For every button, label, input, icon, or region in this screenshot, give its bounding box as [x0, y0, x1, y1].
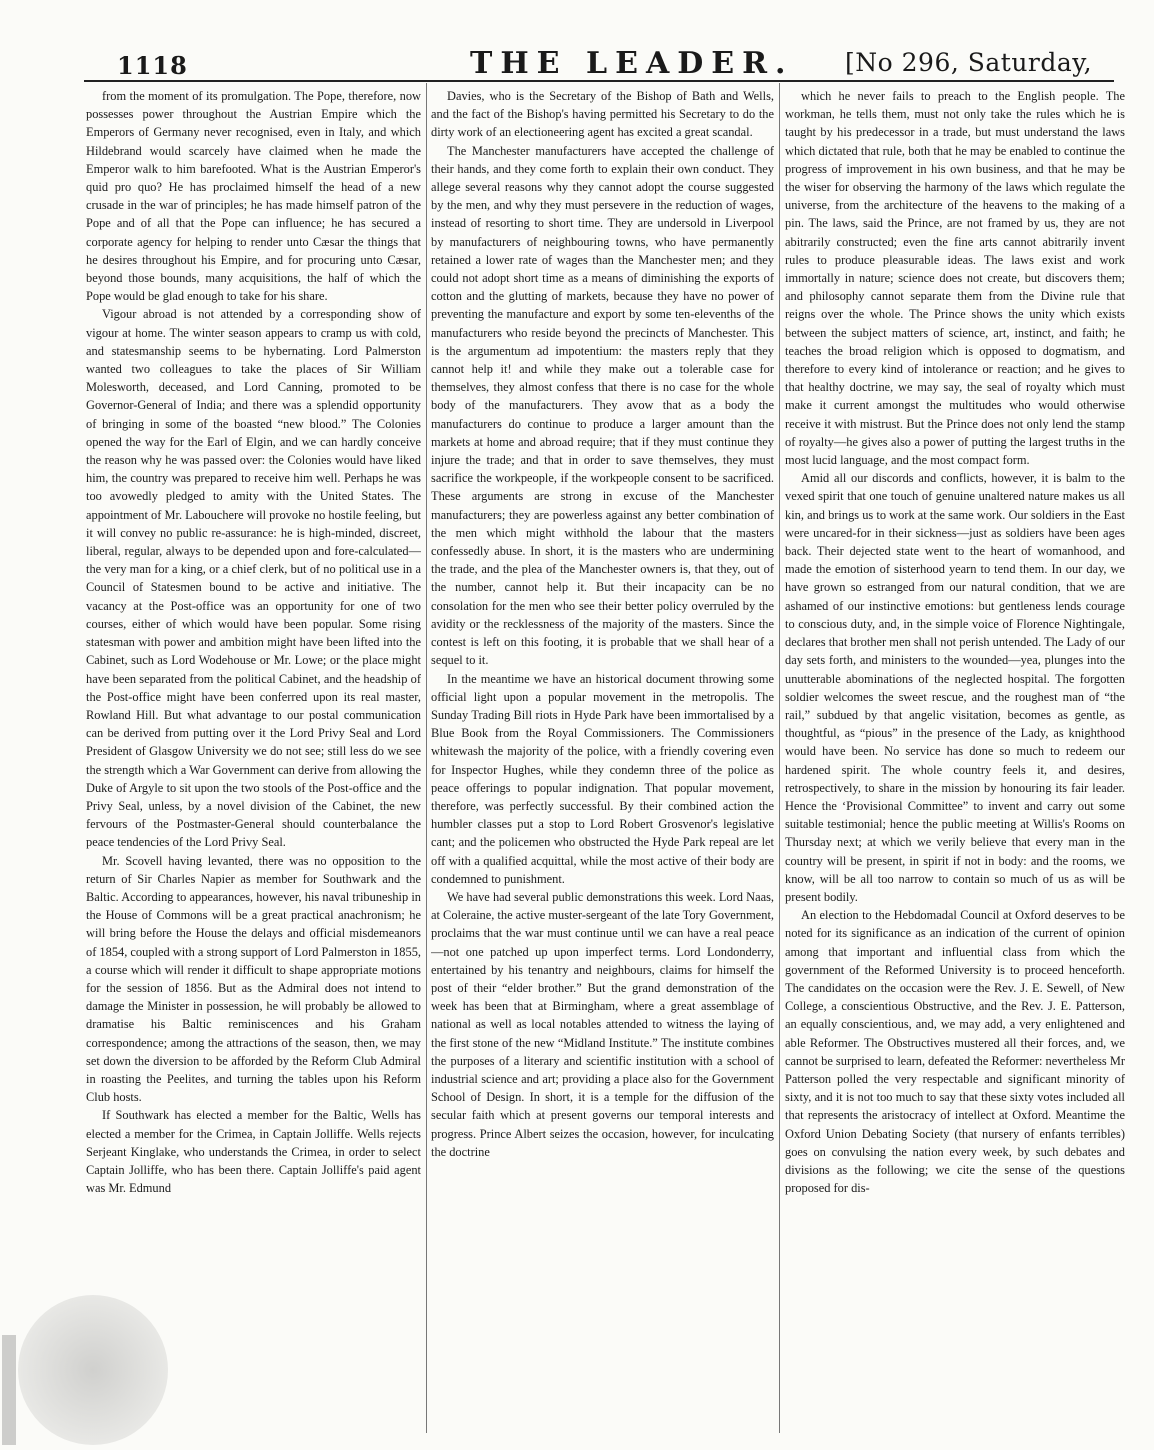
library-stamp — [18, 1295, 168, 1445]
header-rule — [84, 80, 1114, 82]
paragraph: Mr. Scovell having levanted, there was no opposition to the return of Sir Charles Napier as member for Southwark and the Baltic. According to appearances, however, his naval tribuneship in the House of Commons will be a great practical anachronism; he will bring before the House the delays and official misdemeanors of 1854, coupled with a strong support of Lord Palmerston in 1855, a course which will render it difficult to shape appropriate motions for the session of 1856. But as the Admiral does not intend to damage the Minister in possession, he will probably be allowed to dramatise his Baltic reminiscences and his Graham correspondence; among the attractions of the season, then, we may set down the diversion to be afforded by the Reform Club Admiral in roasting the Peelites, and turning the tables upon his Reform Club hosts. — [86, 853, 421, 1105]
edge-stamp-mark — [2, 1335, 16, 1445]
masthead-title: THE LEADER. — [470, 46, 794, 81]
page-header — [0, 0, 1154, 84]
paragraph: Vigour abroad is not attended by a corresponding show of vigour at home. The winter season appears to cramp us with cold, and statesmanship seems to be hybernating. Lord Palmerston wanted two colleagues to take the places of Sir William Molesworth, deceased, and Lord Canning, promoted to be Governor-General of India; and there was a splendid opportunity of bringing in some of the boasted “new blood.” The Colonies opened the way for the Earl of Elgin, and we can hardly conceive the reason why he was passed over: the Colonies would have liked him, the country was prepared to receive him well. Perhaps he was too avowedly pledged to amity with the United States. The appointment of Mr. Labouchere will provoke no hostile feeling, but it will convey no public re-assurance: he is high-minded, discreet, liberal, regular, always to be depended upon and fore-calculated—the very man for a king, or a chief clerk, but of no political use in a Council of Statesmen bound to be active and initiative. The vacancy at the Post-office was an opportunity for one of two courses, either of which would have been popular. Some rising statesman with power and ambition might have been lifted into the Cabinet, such as Lord Wodehouse or Mr. Lowe; or the place might have been separated from the political Cabinet, and the headship of the Post-office might have been conferred upon its real master, Rowland Hill. But what advantage to our postal communication can be derived from putting over it the Lord Privy Seal and Lord President of Glasgow University we do not see; still less do we see the strength which a War Government can derive from allowing the Duke of Argyle to sit upon the two stools of the Post-office and the Privy Seal, unless, by a novel division of the Cabinet, the new fervours of the Postmaster-General should counterbalance the peace tendencies of the Lord Privy Seal. — [86, 307, 421, 850]
column-divider — [426, 83, 427, 1433]
paragraph: We have had several public demonstrations this week. Lord Naas, at Coleraine, the active muster-sergeant of the late Tory Government, proclaims that the war must continue until we can have a real peace—not one patched up upon imperfect terms. Lord Londonderry, entertained by his tenantry and neighbours, claims for himself the post of their “elder brother.” But the grand demonstration of the week has been that at Birmingham, where a great assemblage of national as well as local notables attended to witness the laying of the first stone of the new “Midland Institute.” The institute combines the purposes of a literary and scientific institution with a school of industrial science and art; providing a place also for the Government School of Design. In short, it is a temple for the diffusion of the secular faith which at present governs our temporal interests and progress. Prince Albert seizes the occasion, however, for inculcating the doctrine — [431, 889, 774, 1159]
paragraph: which he never fails to preach to the English people. The workman, he tells them, must not only take the rules which he is taught by his predecessor in a trade, but must understand the laws which dictated that rule, both that he may be enabled to continue the progress of improvement in his own business, and that he may be the wiser for observing the harmony of the laws which regulate the universe, from the architecture of the heavens to the making of a pin. The laws, said the Prince, are not framed by us, they are not abitrarily constructed; even the fine arts cannot abitrarily invent rules to produce pleasurable ideas. The laws exist and work immortally in nature; science does not create, but discovers them; and philosophy cannot separate them from the Divine rule that reigns over the whole. The Prince shows the unity which exists between the subject matters of science, art, instinct, and faith; he teaches the broad religion which is opposed to dogmatism, and therefore to every kind of intolerance or reaction; and he gives to that healthy doctrine, we may say, the seal of royalty which must make it current amongst the multitudes who would otherwise receive it with mistrust. But the Prince does not only lend the stamp of royalty—he gives also a power of putting the largest truths in the most lucid language, and the most compact form. — [785, 89, 1125, 468]
article-column-1 — [86, 87, 421, 1432]
paragraph: In the meantime we have an historical document throwing some official light upon a popular movement in the metropolis. The Sunday Trading Bill riots in Hyde Park have been immortalised by a Blue Book from the Royal Commissioners. The Commissioners whitewash the majority of the police, with a friendly covering even for Inspector Hughes, while they condemn three of the police as peace offerings to popular indignation. That popular movement, therefore, was perfectly successful. By their combined action the humbler classes put a stop to Lord Robert Grosvenor's legislative cant; and the policemen who obstructed the Hyde Park repeal are let off with a qualified acquittal, while the most active of their body are condemned to punishment. — [431, 671, 774, 886]
page-number: 1118 — [117, 51, 188, 80]
paragraph: If Southwark has elected a member for the Baltic, Wells has elected a member for the Crimea, in Captain Jolliffe. Wells rejects Serjeant Kinglake, who understands the Crimea, in order to select Captain Jolliffe, who has been there. Captain Jolliffe's paid agent was Mr. Edmund — [86, 1108, 421, 1196]
paragraph: An election to the Hebdomadal Council at Oxford deserves to be noted for its significance as an indication of the current of opinion among that important and influential class from which the government of the Reformed University is to proceed henceforth. The candidates on the occasion were the Rev. J. E. Sewell, of New College, a conscientious Obstructive, and the Rev. J. E. Patterson, an equally conscientious, and, we may add, a very enlightened and able Reformer. The Obstructives mustered all their forces, and, we cannot be surprised to learn, defeated the Reformer: nevertheless Mr Patterson polled the very respectable and significant minority of sixty, and it is not too much to say that these sixty votes included all that represents the aristocracy of intellect at Oxford. Meantime the Oxford Union Debating Society (that nursery of enfants terribles) goes on convulsing the nation every week, by such debates and divisions as the following; we cite the sense of the questions proposed for dis- — [785, 908, 1125, 1196]
issue-label: [No 296, Saturday, — [845, 48, 1093, 77]
article-column-3 — [785, 87, 1125, 1432]
paragraph: Davies, who is the Secretary of the Bishop of Bath and Wells, and the fact of the Bishop's having permitted his Secretary to do the dirty work of an electioneering agent has excited a great scandal. — [431, 89, 774, 140]
article-column-2 — [431, 87, 774, 1432]
paragraph: from the moment of its promulgation. The Pope, therefore, now possesses power throughout the Austrian Empire which the Emperors of Germany never recognised, even in Italy, and which Hildebrand would scarcely have claimed when he made the Emperor walk to him barefooted. What is the Austrian Emperor's quid pro quo? He has proclaimed himself the head of a new crusade in the war of principles; he has made himself patron of the Pope and of all that the Pope can influence; he has secured a corporate agency for helping to render unto Cæsar the things that he desires throughout his Empire, and for procuring unto Cæsar, beyond those bounds, many acquisitions, the half of which the Pope would be glad enough to take for his share. — [86, 89, 421, 304]
column-divider — [779, 83, 780, 1433]
paragraph: The Manchester manufacturers have accepted the challenge of their hands, and they come forth to explain their own conduct. They allege several reasons why they cannot adopt the course suggested by the men, and why they must persevere in the reduction of wages, instead of resorting to short time. They are undersold in Liverpool by manufacturers of neighbouring towns, who have permanently retained a lower rate of wages than the Manchester men; and they could not adopt short time as a means of diminishing the exports of cotton and the glutting of markets, because they have no power of preventing the manufacture and export by some ten-elevenths of the manufacturers who reside beyond the precincts of Manchester. This is the argumentum ad impotentium: the masters reply that they cannot help it! and while they make out a tolerable case for themselves, they almost confess that there is no case for the whole body of the manufacturers. They avow that as a body the manufacturers do continue to produce a larger amount than the markets at home and abroad require; that if they must continue they injure the trade; and that in order to save themselves, they must sacrifice the workpeople, if the workpeople consent to be sacrificed. These arguments are strong in excuse of the Manchester manufacturers; they are powerless against any better combination of the men which might withhold the labour that the masters confessedly abuse. In short, it is the masters who are undermining the trade, and the plea of the Manchester owners is, that they, out of the number, cannot help it. But their incapacity can be no consolation for the men who see their better policy overruled by the avidity or the recklessness of the majority of the masters. Since the contest is left on this footing, it is probable that we shall hear of a sequel to it. — [431, 143, 774, 668]
paragraph: Amid all our discords and conflicts, however, it is balm to the vexed spirit that one touch of genuine unaltered nature makes us all kin, and brings us to work at the same work. Our soldiers in the East were uncared-for in their sickness—just as soldiers have been ages back. Their dejected state went to the heart of womanhood, and made the emotion of sisterhood yearn to tend them. In our day, we have grown so estranged from our natural condition, that we are ashamed of our instinctive emotions: but gentleness lends courage to conscious duty, and, in the simple voice of Florence Nightingale, declares that brother men shall not perish untended. The Lady of our day sets forth, and ministers to the wounded—yea, plunges into the unutterable abominations of the neglected hospital. The forgotten soldier welcomes the sweet rescue, and the roughest man of “the rail,” subdued by that angelic visitation, becomes as gentle, as thoughtful, as “pious” in the presence of the Lady, as knighthood would have been. No service has done so much to redeem our hardened spirit. The whole country feels it, and desires, retrospectively, to share in the mission by honouring its fair leader. Hence the ‘Provisional Committee” to invent and carry out some suitable testimonial; hence the public meeting at Willis's Rooms on Thursday next; at which we verily believe that every man in the country will be present, in spirit if not in body: and the rooms, we know, will be all too narrow to contain so much of us as will be present bodily. — [785, 471, 1125, 904]
